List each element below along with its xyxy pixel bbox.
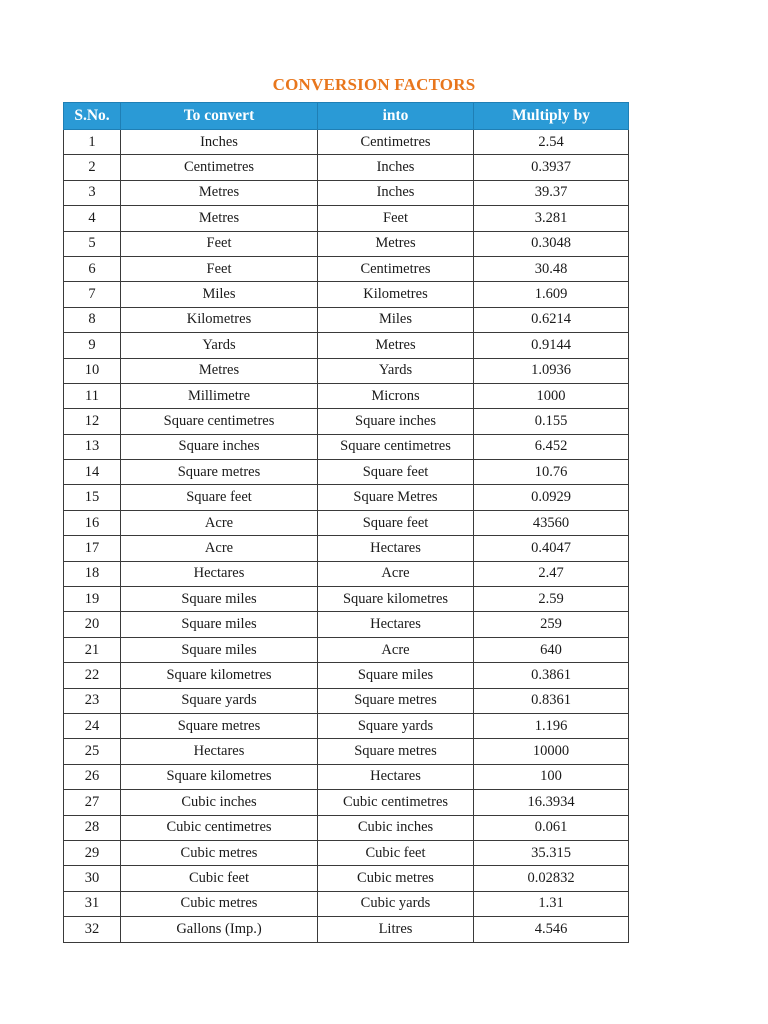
- cell-multiply-by: 259: [474, 612, 629, 637]
- cell-to-convert: Feet: [121, 256, 318, 281]
- table-row: [64, 383, 629, 408]
- cell-to-convert: Square yards: [121, 688, 318, 713]
- table-row: [64, 866, 629, 891]
- cell-sno: 10: [64, 358, 121, 383]
- cell-sno: 29: [64, 840, 121, 865]
- cell-to-convert: Yards: [121, 333, 318, 358]
- cell-to-convert: Square metres: [121, 460, 318, 485]
- cell-multiply-by: 1000: [474, 383, 629, 408]
- cell-to-convert: Square miles: [121, 587, 318, 612]
- table-row: [64, 891, 629, 916]
- cell-to-convert: Centimetres: [121, 155, 318, 180]
- cell-to-convert: Square miles: [121, 612, 318, 637]
- cell-multiply-by: 2.59: [474, 587, 629, 612]
- cell-multiply-by: 0.155: [474, 409, 629, 434]
- cell-to-convert: Inches: [121, 130, 318, 155]
- cell-to-convert: Millimetre: [121, 383, 318, 408]
- cell-to-convert: Cubic metres: [121, 840, 318, 865]
- table-header-row: [64, 103, 629, 130]
- cell-to-convert: Square feet: [121, 485, 318, 510]
- cell-into: Inches: [318, 155, 474, 180]
- cell-sno: 12: [64, 409, 121, 434]
- cell-multiply-by: 0.4047: [474, 536, 629, 561]
- cell-to-convert: Metres: [121, 206, 318, 231]
- cell-multiply-by: 10.76: [474, 460, 629, 485]
- cell-into: Square metres: [318, 688, 474, 713]
- cell-into: Microns: [318, 383, 474, 408]
- cell-to-convert: Metres: [121, 180, 318, 205]
- cell-sno: 24: [64, 713, 121, 738]
- cell-into: Metres: [318, 231, 474, 256]
- cell-to-convert: Miles: [121, 282, 318, 307]
- cell-into: Centimetres: [318, 256, 474, 281]
- cell-sno: 13: [64, 434, 121, 459]
- table-row: [64, 231, 629, 256]
- cell-sno: 27: [64, 790, 121, 815]
- header-into: into: [318, 103, 474, 130]
- table-row: [64, 840, 629, 865]
- cell-multiply-by: 1.31: [474, 891, 629, 916]
- cell-into: Square metres: [318, 739, 474, 764]
- cell-to-convert: Hectares: [121, 561, 318, 586]
- cell-sno: 30: [64, 866, 121, 891]
- cell-sno: 22: [64, 663, 121, 688]
- cell-sno: 31: [64, 891, 121, 916]
- cell-multiply-by: 43560: [474, 510, 629, 535]
- cell-into: Square inches: [318, 409, 474, 434]
- cell-sno: 11: [64, 383, 121, 408]
- cell-to-convert: Square centimetres: [121, 409, 318, 434]
- cell-to-convert: Kilometres: [121, 307, 318, 332]
- table-row: [64, 434, 629, 459]
- cell-multiply-by: 2.54: [474, 130, 629, 155]
- cell-into: Square yards: [318, 713, 474, 738]
- cell-sno: 3: [64, 180, 121, 205]
- cell-multiply-by: 6.452: [474, 434, 629, 459]
- cell-multiply-by: 4.546: [474, 917, 629, 942]
- table-row: [64, 333, 629, 358]
- cell-multiply-by: 30.48: [474, 256, 629, 281]
- cell-multiply-by: 0.6214: [474, 307, 629, 332]
- header-to-convert: To convert: [121, 103, 318, 130]
- table-row: [64, 485, 629, 510]
- cell-into: Square miles: [318, 663, 474, 688]
- cell-into: Cubic inches: [318, 815, 474, 840]
- cell-into: Hectares: [318, 536, 474, 561]
- cell-multiply-by: 0.9144: [474, 333, 629, 358]
- cell-sno: 5: [64, 231, 121, 256]
- cell-to-convert: Cubic metres: [121, 891, 318, 916]
- cell-into: Square kilometres: [318, 587, 474, 612]
- cell-into: Inches: [318, 180, 474, 205]
- cell-into: Yards: [318, 358, 474, 383]
- cell-multiply-by: 0.8361: [474, 688, 629, 713]
- cell-to-convert: Gallons (Imp.): [121, 917, 318, 942]
- cell-multiply-by: 0.3937: [474, 155, 629, 180]
- table-row: [64, 688, 629, 713]
- cell-multiply-by: 10000: [474, 739, 629, 764]
- table-row: [64, 180, 629, 205]
- cell-multiply-by: 100: [474, 764, 629, 789]
- cell-to-convert: Feet: [121, 231, 318, 256]
- cell-to-convert: Square miles: [121, 637, 318, 662]
- table-row: [64, 536, 629, 561]
- header-sno: S.No.: [64, 103, 121, 130]
- cell-sno: 28: [64, 815, 121, 840]
- table-row: [64, 790, 629, 815]
- table-row: [64, 917, 629, 942]
- cell-multiply-by: 3.281: [474, 206, 629, 231]
- cell-sno: 25: [64, 739, 121, 764]
- cell-to-convert: Acre: [121, 510, 318, 535]
- cell-into: Square Metres: [318, 485, 474, 510]
- cell-multiply-by: 0.02832: [474, 866, 629, 891]
- cell-to-convert: Hectares: [121, 739, 318, 764]
- cell-multiply-by: 39.37: [474, 180, 629, 205]
- table-row: [64, 155, 629, 180]
- cell-multiply-by: 1.0936: [474, 358, 629, 383]
- cell-multiply-by: 1.609: [474, 282, 629, 307]
- table-row: [64, 587, 629, 612]
- cell-into: Cubic centimetres: [318, 790, 474, 815]
- table-row: [64, 307, 629, 332]
- cell-sno: 16: [64, 510, 121, 535]
- table-row: [64, 713, 629, 738]
- cell-sno: 21: [64, 637, 121, 662]
- cell-multiply-by: 1.196: [474, 713, 629, 738]
- table-row: [64, 739, 629, 764]
- cell-to-convert: Square kilometres: [121, 663, 318, 688]
- cell-sno: 23: [64, 688, 121, 713]
- cell-multiply-by: 16.3934: [474, 790, 629, 815]
- cell-multiply-by: 0.0929: [474, 485, 629, 510]
- cell-to-convert: Cubic inches: [121, 790, 318, 815]
- cell-multiply-by: 640: [474, 637, 629, 662]
- cell-into: Hectares: [318, 764, 474, 789]
- cell-sno: 19: [64, 587, 121, 612]
- table-row: [64, 206, 629, 231]
- table-row: [64, 637, 629, 662]
- cell-sno: 7: [64, 282, 121, 307]
- page-title: CONVERSION FACTORS: [272, 75, 476, 94]
- cell-sno: 6: [64, 256, 121, 281]
- cell-into: Acre: [318, 561, 474, 586]
- cell-sno: 18: [64, 561, 121, 586]
- cell-into: Cubic feet: [318, 840, 474, 865]
- cell-sno: 14: [64, 460, 121, 485]
- table-row: [64, 282, 629, 307]
- cell-sno: 8: [64, 307, 121, 332]
- cell-into: Litres: [318, 917, 474, 942]
- table-row: [64, 815, 629, 840]
- cell-to-convert: Square kilometres: [121, 764, 318, 789]
- cell-into: Feet: [318, 206, 474, 231]
- cell-multiply-by: 35.315: [474, 840, 629, 865]
- table-row: [64, 358, 629, 383]
- cell-multiply-by: 0.061: [474, 815, 629, 840]
- cell-to-convert: Square metres: [121, 713, 318, 738]
- table-row: [64, 510, 629, 535]
- table-row: [64, 256, 629, 281]
- cell-into: Miles: [318, 307, 474, 332]
- cell-sno: 32: [64, 917, 121, 942]
- cell-multiply-by: 0.3048: [474, 231, 629, 256]
- cell-to-convert: Acre: [121, 536, 318, 561]
- cell-into: Acre: [318, 637, 474, 662]
- cell-to-convert: Metres: [121, 358, 318, 383]
- cell-into: Square feet: [318, 510, 474, 535]
- cell-into: Metres: [318, 333, 474, 358]
- cell-into: Kilometres: [318, 282, 474, 307]
- conversion-table: [63, 102, 629, 943]
- header-multiply-by: Multiply by: [474, 103, 629, 130]
- table-row: [64, 409, 629, 434]
- cell-into: Centimetres: [318, 130, 474, 155]
- cell-multiply-by: 2.47: [474, 561, 629, 586]
- cell-sno: 15: [64, 485, 121, 510]
- cell-sno: 17: [64, 536, 121, 561]
- cell-sno: 1: [64, 130, 121, 155]
- table-body: [64, 130, 629, 943]
- table-row: [64, 612, 629, 637]
- cell-to-convert: Cubic feet: [121, 866, 318, 891]
- cell-into: Square feet: [318, 460, 474, 485]
- cell-into: Cubic metres: [318, 866, 474, 891]
- table-row: [64, 663, 629, 688]
- table-row: [64, 130, 629, 155]
- cell-sno: 20: [64, 612, 121, 637]
- cell-multiply-by: 0.3861: [474, 663, 629, 688]
- cell-sno: 2: [64, 155, 121, 180]
- table-row: [64, 764, 629, 789]
- cell-sno: 4: [64, 206, 121, 231]
- cell-sno: 26: [64, 764, 121, 789]
- cell-into: Square centimetres: [318, 434, 474, 459]
- cell-sno: 9: [64, 333, 121, 358]
- cell-to-convert: Cubic centimetres: [121, 815, 318, 840]
- table-row: [64, 460, 629, 485]
- cell-to-convert: Square inches: [121, 434, 318, 459]
- cell-into: Cubic yards: [318, 891, 474, 916]
- cell-into: Hectares: [318, 612, 474, 637]
- table-row: [64, 561, 629, 586]
